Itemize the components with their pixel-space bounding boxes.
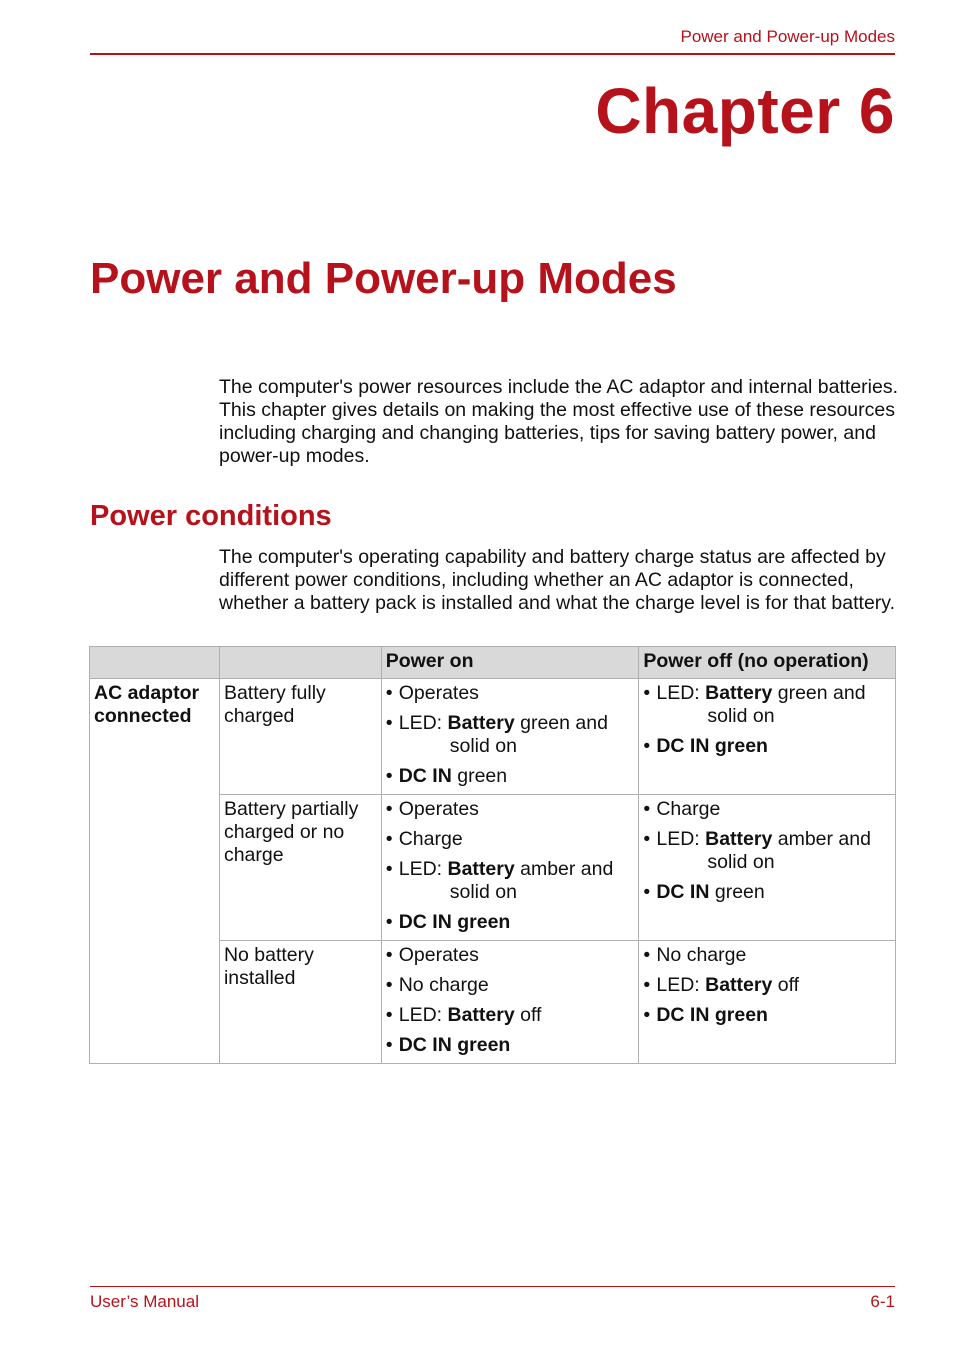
page-title: Power and Power-up Modes [90,254,677,303]
header-cell-blank-2 [219,647,381,679]
power-conditions-table [89,646,896,1064]
list-item: • Charge [643,798,721,820]
power-off-cell [639,941,896,1064]
list-item: • LED: Battery amber and solid on [643,828,871,873]
list-item: • No charge [385,974,489,996]
row-group-cell [90,679,220,1064]
list-item: • LED: Battery off [643,974,800,996]
power-on-cell [381,679,639,795]
list-item: • DC IN green [643,881,765,903]
page-number: 6-1 [870,1292,895,1311]
header-cell-blank-1 [90,647,220,679]
section-heading: Power conditions [90,500,332,532]
header-rule [90,53,895,55]
intro-paragraph: The computer's power resources include the AC adaptor and internal batteries. This chapter gives details on making the most effective use of these resources including charging and changing batteries, tips for saving battery power, and power-up modes. [219,376,899,467]
list-item: • DC IN green [643,735,768,757]
list-item: • Operates [385,798,479,820]
power-on-cell [381,795,639,941]
list-item: • LED: Battery amber and solid on [385,858,614,903]
condition-cell: Battery fully charged [219,679,381,795]
list-item: • Operates [385,682,479,704]
list-item: • LED: Battery green and solid on [385,712,608,757]
power-on-cell [381,941,639,1064]
power-off-cell [639,679,896,795]
list-item: • Operates [385,944,479,966]
list-item: • DC IN green [385,911,511,933]
list-item: • LED: Battery off [385,1004,542,1026]
header-cell-power-off: Power off (no operation) [639,647,896,679]
list-item: • DC IN green [643,1004,768,1026]
list-item: • DC IN green [385,1034,511,1056]
running-header: Power and Power-up Modes [680,27,895,46]
list-item: • Charge [385,828,463,850]
list-item: • LED: Battery green and solid on [643,682,866,727]
table-header-row [90,647,896,679]
condition-cell: No battery installed [219,941,381,1064]
section-paragraph: The computer's operating capability and battery charge status are affected by different power conditions, including whether an AC adaptor is connected, whether a battery pack is installed and what the charge level is for that battery. [219,546,896,614]
footer-manual-label: User’s Manual [90,1292,199,1311]
list-item: • DC IN green [385,765,508,787]
footer-rule [90,1286,895,1287]
power-off-cell [639,795,896,941]
row-group-label: AC adaptor connected [94,682,200,727]
chapter-title: Chapter 6 [595,75,895,147]
header-cell-power-on: Power on [381,647,639,679]
condition-cell: Battery partially charged or no charge [219,795,381,941]
list-item: • No charge [643,944,747,966]
table-row [90,679,896,795]
